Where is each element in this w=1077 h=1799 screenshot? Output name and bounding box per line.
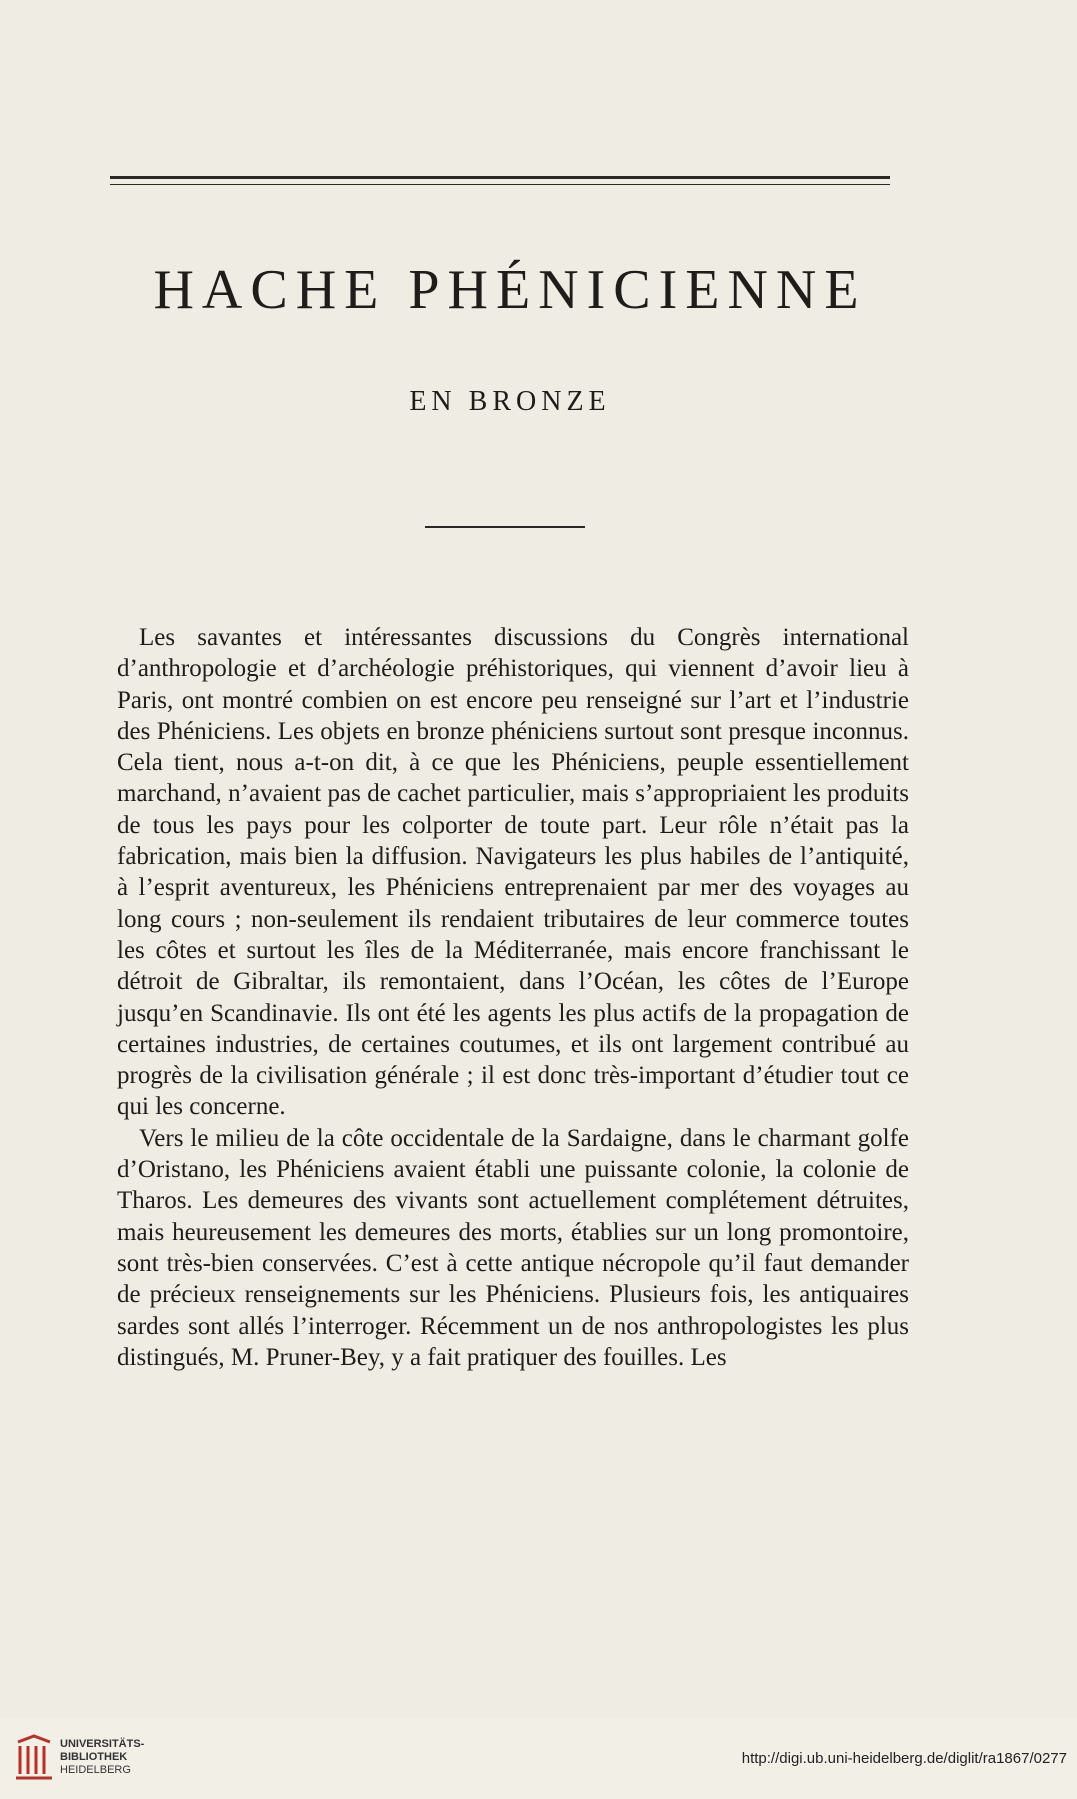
paragraph: Vers le milieu de la côte occidentale de la Sardaigne, dans le charmant golfe d’Oristano, les Phéniciens avaient établi une puissante colonie, la colonie de Tharos. Les demeures des vivants sont actuellement complétement détruites, mais heureusement les demeures des morts, établies sur un long promontoire, sont très-bien conservées. C’est à cette antique nécropole qu’il faut demander de précieux renseignements sur les Phéniciens. Plusieurs fois, les antiquaires sardes sont allés l’interroger. Récemment un de nos anthropologistes les plus distingués, M. Pruner-Bey, y a fait pratiquer des fouilles. Les <box>117 1124 909 1371</box>
top-double-rule-thin <box>110 184 890 185</box>
top-double-rule-thick <box>110 176 890 179</box>
paragraph: Les savantes et intéressantes discussions du Congrès international d’anthropologie et d’archéologie préhistoriques, qui viennent d’avoir lieu à Paris, ont montré combien on est encore peu renseigné sur l’art et l’industrie des Phéniciens. Les objets en bronze phéniciens surtout sont presque inconnus. Cela tient, nous a-t-on dit, à ce que les Phéniciens, peuple essentiellement marchand, n’avaient pas de cachet particulier, mais s’appropriaient les produits de tous les pays pour les colporter de toute part. Leur rôle n’était pas la fabrication, mais bien la diffusion. Navigateurs les plus habiles de l’antiquité, à l’esprit aventureux, les Phéniciens entreprenaient par mer des voyages au long cours ; non-seulement ils rendaient tributaires de leur commerce toutes les côtes et surtout les îles de la Méditerranée, mais encore franchissant le détroit de Gibraltar, ils remontaient, dans l’Océan, les côtes de l’Europe jusqu’en Scandinavie. Ils ont été les agents les plus actifs de la propagation de certaines industries, de certaines coutumes, et ils ont largement contribué au progrès de la civilisation générale ; il est donc très-important d’étudier tout ce qui les concerne. <box>117 624 909 1121</box>
library-logo-icon <box>14 1734 54 1782</box>
library-name-line: UNIVERSITÄTS- <box>60 1738 145 1750</box>
library-name <box>60 1738 144 1777</box>
article-body <box>117 622 909 1373</box>
section-divider <box>425 526 585 528</box>
library-name-line: HEIDELBERG <box>60 1764 131 1776</box>
library-footer <box>0 1718 1077 1799</box>
article-subtitle: EN BRONZE <box>409 386 611 417</box>
library-name-line: BIBLIOTHEK <box>60 1751 128 1763</box>
permalink-url[interactable]: http://digi.ub.uni-heidelberg.de/diglit/ra1867/0277 <box>741 1750 1067 1767</box>
article-title: HACHE PHÉNICIENNE <box>153 259 867 321</box>
